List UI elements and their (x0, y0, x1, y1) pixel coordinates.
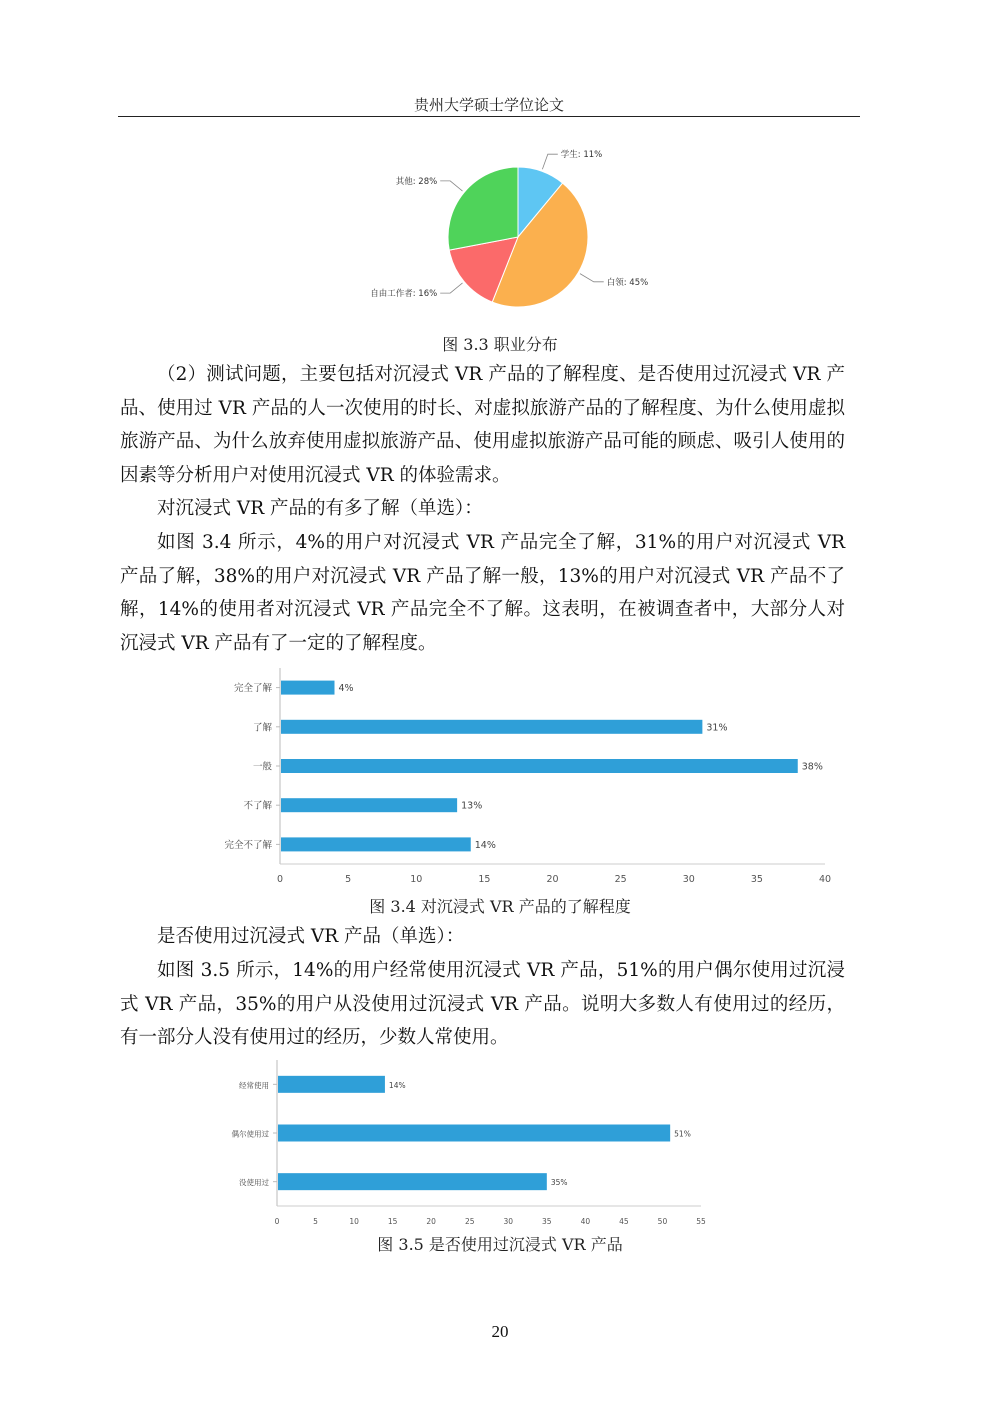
x-tick-label-7: 35 (542, 1217, 552, 1225)
x-tick-label-5: 25 (464, 1217, 475, 1225)
x-tick-label-10: 50 (657, 1217, 668, 1225)
pie-leader-line-0 (542, 154, 557, 169)
x-tick-label-0: 0 (274, 1217, 280, 1225)
pie-slice-label-1: 白领: 45% (606, 277, 649, 288)
x-tick-label-2: 10 (410, 874, 423, 885)
bar-0 (278, 1076, 385, 1093)
pie-slice-label-2: 自由工作者: 16% (370, 289, 438, 300)
paragraph-test-questions: （2）测试问题，主要包括对沉浸式 VR 产品的了解程度、是否使用过沉浸式 VR 产品、使用过 VR 产品的人一次使用的时长、对虚拟旅游产品的了解程度、为什么使用虚拟旅游产品、为什么放弃使用虚拟旅游产品、使用虚拟旅游产品可能的顾虑、吸引人使用的因素等分析用户对使用沉浸式 VR 的体验需求。 (120, 364, 845, 486)
x-tick-label-1: 5 (345, 874, 352, 885)
pie-slice-label-0: 学生: 11% (560, 150, 603, 161)
pie-leader-line-3 (440, 181, 462, 191)
x-tick-label-3: 15 (387, 1217, 398, 1225)
category-label-2: 没使用过 (239, 1178, 269, 1188)
paragraph-figure-3-4: 如图 3.4 所示，4%的用户对沉浸式 VR 产品完全了解，31%的用户对沉浸式 VR 产品了解，38%的用户对沉浸式 VR 产品了解一般，13%的用户对沉浸式 VR 产品不了解，14%的使用者对沉浸式 VR 产品完全不了解。这表明，在被调查者中，大部分人对沉浸式 VR 产品有了一定的了解程度。 (120, 532, 845, 654)
x-tick-label-7: 35 (750, 874, 763, 885)
pie-leader-line-2 (440, 283, 462, 293)
category-label-3: 不了解 (243, 800, 272, 812)
bar-value-label-1: 31% (706, 722, 728, 734)
bar-value-label-2: 35% (550, 1178, 568, 1188)
bar-0 (281, 681, 335, 695)
bar-1 (281, 720, 702, 734)
bar-value-label-2: 38% (801, 761, 823, 773)
pie-slice-label-3: 其他: 28% (395, 176, 438, 187)
bar-value-label-1: 51% (674, 1129, 691, 1139)
pie-leader-line-1 (580, 274, 604, 282)
x-tick-label-6: 30 (682, 874, 695, 885)
category-label-2: 一般 (252, 761, 272, 773)
x-tick-label-8: 40 (818, 874, 832, 885)
x-tick-label-4: 20 (426, 1217, 436, 1225)
bar-2 (278, 1173, 547, 1190)
category-label-4: 完全不了解 (224, 839, 272, 851)
header-rule (118, 116, 860, 117)
x-tick-label-2: 10 (349, 1217, 359, 1225)
running-header: 贵州大学硕士学位论文 (413, 96, 564, 114)
pie-slice-3 (448, 167, 518, 250)
x-tick-label-0: 0 (276, 874, 284, 885)
bar-value-label-0: 4% (338, 683, 354, 695)
figure-3-5-caption: 图 3.5 是否使用过沉浸式 VR 产品 (377, 1235, 623, 1254)
x-tick-label-11: 55 (696, 1217, 706, 1225)
category-label-1: 偶尔使用过 (231, 1129, 269, 1139)
x-tick-label-9: 45 (619, 1217, 629, 1225)
bar-chart-usage (200, 1060, 720, 1225)
question-vr-familiarity: 对沉浸式 VR 产品的有多了解（单选）： (157, 498, 483, 519)
x-tick-label-3: 15 (478, 874, 491, 885)
figure-3-3-caption: 图 3.3 职业分布 (442, 335, 558, 354)
bar-chart-familiarity (200, 668, 850, 888)
pie-chart-occupation (360, 145, 680, 315)
category-label-0: 经常使用 (239, 1080, 269, 1090)
bar-1 (278, 1125, 670, 1142)
bar-value-label-0: 14% (388, 1080, 406, 1090)
bar-4 (281, 837, 471, 851)
x-tick-label-6: 30 (503, 1217, 514, 1225)
figure-3-4-caption: 图 3.4 对沉浸式 VR 产品的了解程度 (369, 897, 631, 916)
x-tick-label-8: 40 (580, 1217, 591, 1225)
paragraph-figure-3-5: 如图 3.5 所示，14%的用户经常使用沉浸式 VR 产品，51%的用户偶尔使用过沉浸式 VR 产品，35%的用户从没使用过沉浸式 VR 产品。说明大多数人有使用过的经历，有一部分人没有使用过的经历，少数人常使用。 (120, 960, 845, 1048)
bar-value-label-4: 14% (474, 839, 496, 851)
page-number: 20 (491, 1322, 509, 1341)
bar-3 (281, 798, 457, 812)
category-label-1: 了解 (252, 722, 272, 734)
category-label-0: 完全了解 (233, 683, 272, 695)
question-vr-usage: 是否使用过沉浸式 VR 产品（单选）： (157, 926, 465, 947)
x-tick-label-1: 5 (313, 1217, 318, 1225)
x-tick-label-4: 20 (546, 874, 559, 885)
bar-2 (281, 759, 798, 773)
x-tick-label-5: 25 (614, 874, 627, 885)
bar-value-label-3: 13% (461, 800, 483, 812)
